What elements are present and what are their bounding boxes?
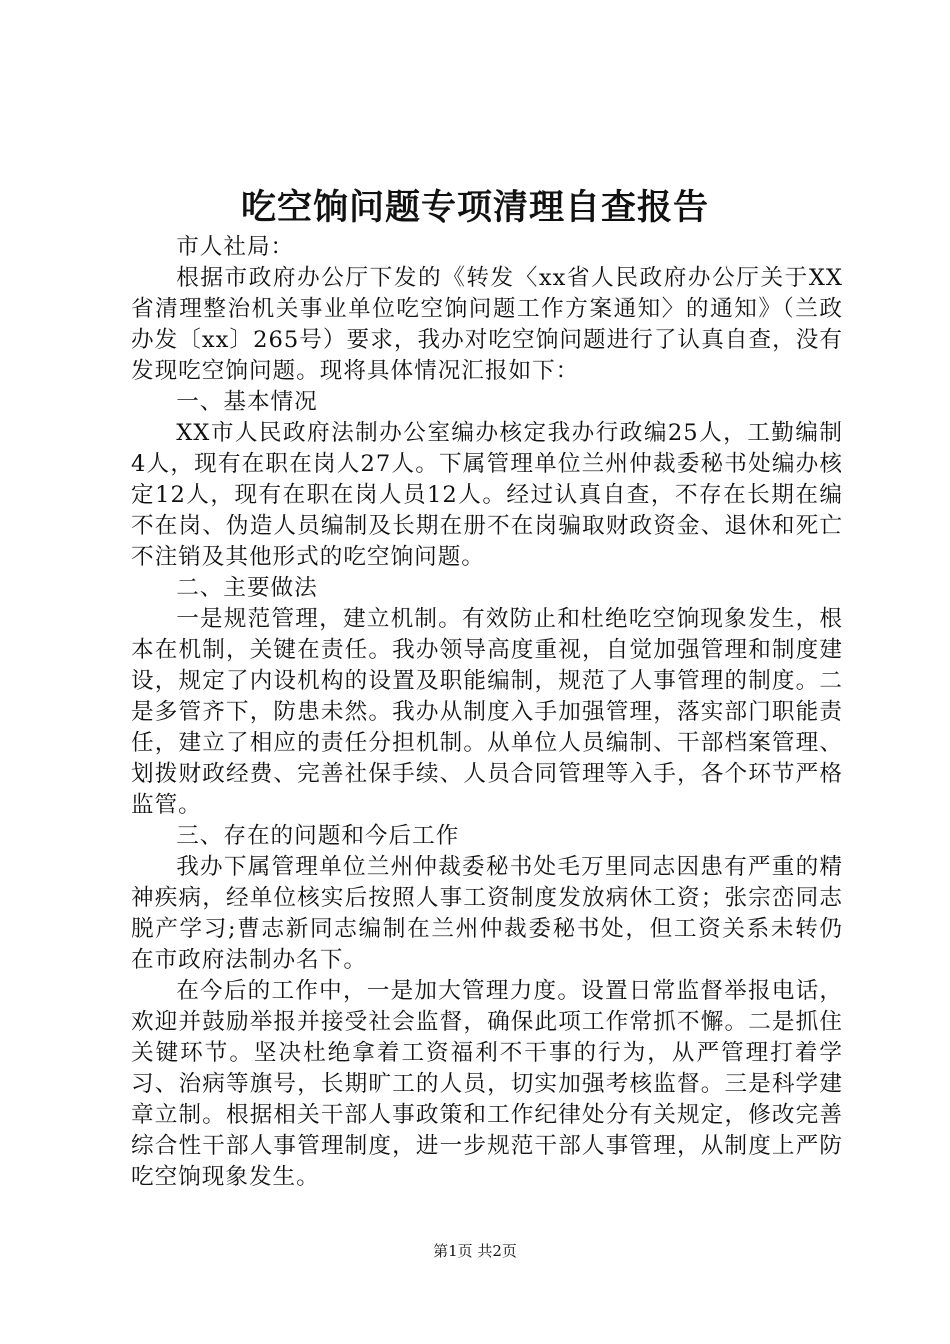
future-work-paragraph: 在今后的工作中，一是加大管理力度。设置日常监督举报电话，欢迎并鼓励举报并接受社会监督，确保此项工作常抓不懈。二是抓住关键环节。坚决杜绝拿着工资福利不干事的行为，从严管理打着学习、治病等旗号，长期旷工的人员，切实加强考核监督。三是科学建章立制。根据相关干部人事政策和工作纪律处分有关规定，修改完善综合性干部人事管理制度，进一步规范干部人事管理，从制度上严防吃空饷现象发生。 [131, 978, 843, 1190]
intro-paragraph: 根据市政府办公厅下发的《转发〈xx省人民政府办公厅关于XX省清理整治机关事业单位吃空饷问题工作方案通知〉的通知》（兰政办发〔xx〕265号）要求，我办对吃空饷问题进行了认真自查，没有发现吃空饷问题。现将具体情况汇报如下： [131, 265, 843, 384]
basic-situation-paragraph: XX市人民政府法制办公室编办核定我办行政编25人，工勤编制4人，现有在职在岗人27人。下属管理单位兰州仲裁委秘书处编办核定12人，现有在职在岗人员12人。经过认真自查，不存在长期在编不在岗、伪造人员编制及长期在册不在岗骗取财政资金、退休和死亡不注销及其他形式的吃空饷问题。 [131, 420, 843, 570]
page-number-footer: 第1页 共2页 [433, 1242, 517, 1260]
section-heading-basic-situation: 一、基本情况 [176, 389, 318, 415]
salutation: 市人社局： [176, 234, 295, 260]
section-heading-main-practices: 二、主要做法 [176, 575, 318, 601]
section-heading-problems-future-work: 三、存在的问题和今后工作 [176, 823, 460, 849]
main-practices-paragraph: 一是规范管理，建立机制。有效防止和杜绝吃空饷现象发生，根本在机制，关键在责任。我办领导高度重视，自觉加强管理和制度建设，规定了内设机构的设置及职能编制，规范了人事管理的制度。二是多管齐下，防患未然。我办从制度入手加强管理，落实部门职能责任，建立了相应的责任分担机制。从单位人员编制、干部档案管理、划拨财政经费、完善社保手续、人员合同管理等入手，各个环节严格监管。 [131, 606, 843, 818]
problems-paragraph: 我办下属管理单位兰州仲裁委秘书处毛万里同志因患有严重的精神疾病，经单位核实后按照人事工资制度发放病休工资；张宗峦同志脱产学习;曹志新同志编制在兰州仲裁委秘书处，但工资关系未转仍在市政府法制办名下。 [131, 854, 843, 973]
document-body [131, 232, 843, 1193]
document-title: 吃空饷问题专项清理自查报告 [240, 187, 709, 228]
